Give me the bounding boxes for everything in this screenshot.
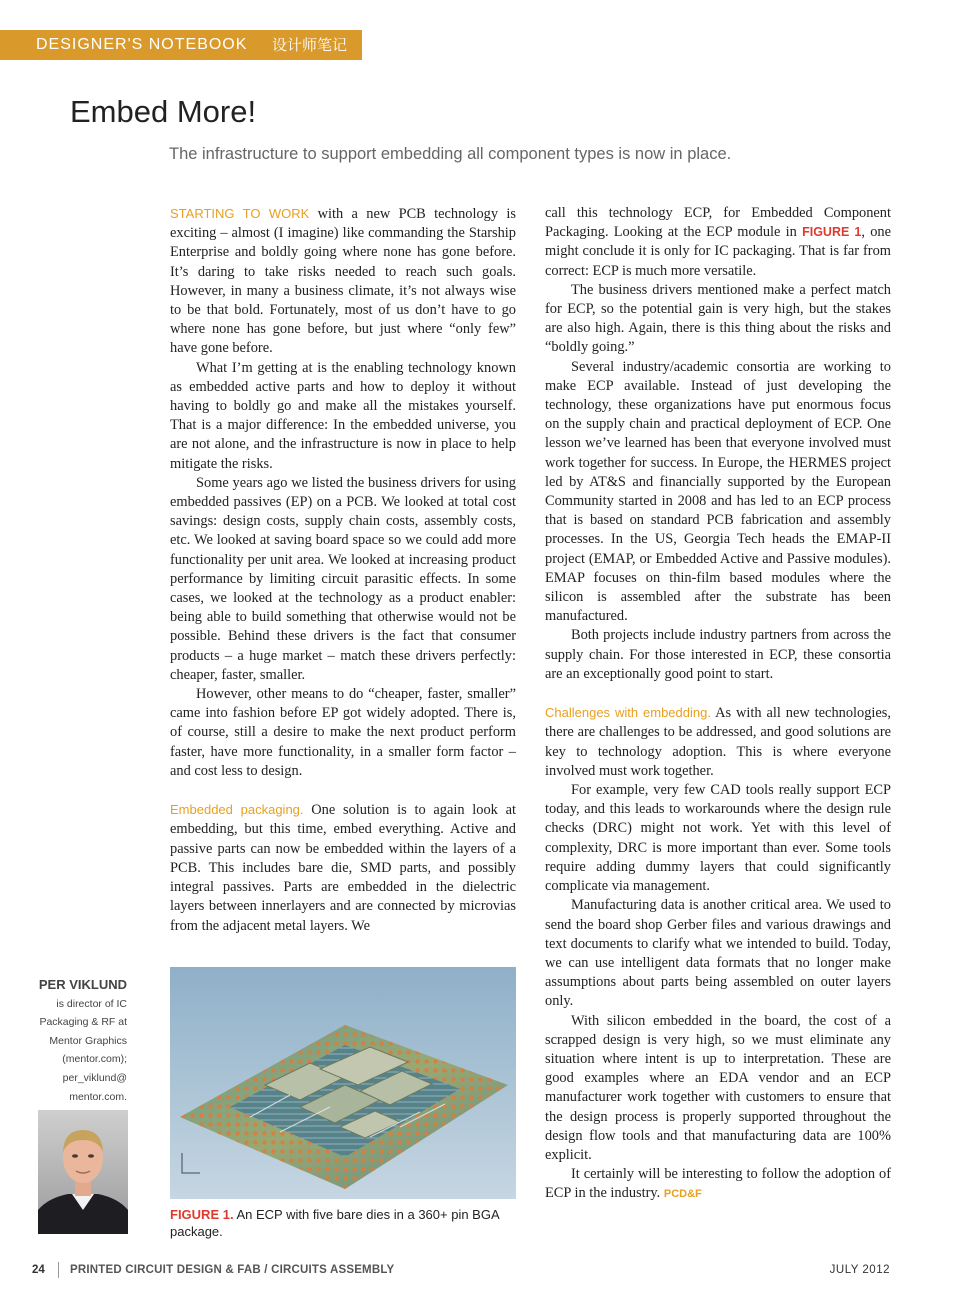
- author-bio-line: mentor.com.: [69, 1090, 127, 1103]
- footer-divider: [58, 1262, 59, 1278]
- subhead-challenges: Challenges with embedding.: [545, 705, 711, 721]
- figure-caption: FIGURE 1. An ECP with five bare dies in a 360+ pin BGA package.: [170, 1207, 499, 1239]
- article-deck: The infrastructure to support embedding all component types is now in place.: [169, 145, 732, 163]
- paragraph: Several industry/academic consortia are working to make ECP available. Instead of just developing the technology, these organizations have put enormous focus on the supply chain and practical deployment of ECP. One lesson we’ve learned has been that everyone involved must work together for success. In Europe, the HERMES project led by AT&S and financially supported by the European Community started in 2008 and has led to an ECP process that is based on standard PCB fabrication and assembly processes. In the US, Georgia Tech heads the EMAP-II project (EMAP, or Embedded Active and Passive modules). EMAP focuses on thin-film based modules where the silicon is assembled after the substrate has been manufactured.: [545, 358, 891, 625]
- paragraph: For example, very few CAD tools really support ECP today, and this leads to workarounds where the design rule checks (DRC) might not work. Yet with this level of complexity, DRC is more important than ever. Some tools require adding dummy layers that could significantly complicate via management.: [545, 782, 891, 895]
- paragraph: What I’m getting at is the enabling technology known as embedded active parts and how to deploy it without having to boldly go and make all the mistakes yourself. That is a major difference: In the embedded universe, you are not alone, and the infrastructure is now in place to help mitigate the risks.: [170, 359, 516, 472]
- paragraph: It certainly will be interesting to follow the adoption of ECP in the industry. PCD&F: [545, 1166, 891, 1202]
- body-column-1: [170, 204, 516, 936]
- author-photo: [38, 1110, 128, 1234]
- section-kicker-chinese: 设计师笔记: [272, 36, 348, 54]
- paragraph: Challenges with embedding. As with all new technologies, there are challenges to be addressed, and good solutions are key to technology adoption. This is where everyone involved must work together.: [545, 705, 892, 779]
- body-column-2: [545, 204, 891, 1205]
- paragraph: Both projects include industry partners from across the supply chain. For those interested in ECP, these consortia are an exceptionally good point to start.: [545, 627, 891, 682]
- figure-1-ecp-render: [170, 967, 516, 1199]
- run-in-lead: STARTING TO WORK: [170, 206, 310, 221]
- figure-reference: FIGURE 1: [802, 225, 862, 240]
- author-bio: [39, 976, 127, 1106]
- figure-label: FIGURE 1.: [170, 1207, 234, 1222]
- section-kicker: DESIGNER'S NOTEBOOK: [36, 36, 248, 53]
- author-bio-line: Packaging & RF at: [39, 1016, 127, 1029]
- paragraph: The business drivers mentioned make a perfect match for ECP, so the potential gain is very high, but the stakes are also high. Again, there is this thing about the risks and “boldly going.”: [545, 281, 891, 356]
- paragraph: With silicon embedded in the board, the cost of a scrapped design is very high, so we must eliminate any situation where intent is up to interpretation. These are good examples where an EDA vendor and an ECP manufacturer work together with customers to ensure that the design process is properly supported throughout the design flow tools and that manufacturing data are 100% explicit.: [545, 1012, 891, 1163]
- paragraph: Manufacturing data is another critical area. We used to send the board shop Gerber files and various drawings and text documents to clarify what we intended to build. Today, we can use intelligent data formats that no longer make assumptions about parts being assembled on outer layers only.: [545, 897, 891, 1010]
- paragraph: Some years ago we listed the business drivers for using embedded passives (EP) on a PCB. We looked at total cost savings: design costs, supply chain costs, assembly costs, etc. We looked at saving board space so we could add more functionality per unit area. We looked at increasing product performance by limiting circuit parasitic effects. In some cases, we looked at the technology as a product enabler: being able to build something that otherwise would not be possible. Behind these drivers is the fact that consumer products – a huge market – match these drivers perfectly: cheaper, faster, smaller.: [170, 474, 516, 683]
- paragraph: Embedded packaging. One solution is to again look at embedding, but this time, embed everything. Active and passive parts can now be embedded within the layers of a PCB. This includes bare die, SMD parts, and possibly integral passives. Parts are embedded in the dielectric layers between innerlayers and are connected by microvias from the adjacent metal layers. We: [170, 802, 517, 934]
- author-bio-line: (mentor.com);: [62, 1053, 127, 1066]
- author-name: PER VIKLUND: [38, 977, 127, 992]
- end-mark: PCD&F: [663, 1188, 702, 1201]
- issue-date: JULY 2012: [829, 1264, 890, 1276]
- author-bio-line: is director of IC: [56, 997, 127, 1010]
- author-bio-line: per_viklund@: [62, 1071, 127, 1084]
- page-footer: [0, 1262, 960, 1282]
- publication-name: PRINTED CIRCUIT DESIGN & FAB / CIRCUITS ASSEMBLY: [70, 1264, 395, 1276]
- paragraph: STARTING TO WORK with a new PCB technology is exciting – almost (I imagine) like commanding the Starship Enterprise and boldly going where none has gone before. It’s daring to take risks needed to reach such goals. However, in many a business climate, it’s not always wise to be that bold. Fortunately, most of us don’t have to go where none has gone before, but just where “only few” have gone before.: [170, 206, 516, 357]
- paragraph: However, other means to do “cheaper, faster, smaller” came into fashion before EP got widely adopted. There is, of course, still a desire to make the next product perform faster, have more functionality, in a smaller form factor – and cost less to design.: [170, 686, 516, 779]
- author-bio-line: Mentor Graphics: [49, 1034, 127, 1047]
- section-banner: [0, 30, 362, 60]
- subhead-embedded-packaging: Embedded packaging.: [170, 802, 304, 818]
- page-number: 24: [32, 1264, 45, 1276]
- article-title: Embed More!: [70, 94, 257, 129]
- paragraph: call this technology ECP, for Embedded Component Packaging. Looking at the ECP module in FIGURE 1, one might conclude it is only for IC packaging. That is far from correct: ECP is much more versatile.: [545, 205, 891, 279]
